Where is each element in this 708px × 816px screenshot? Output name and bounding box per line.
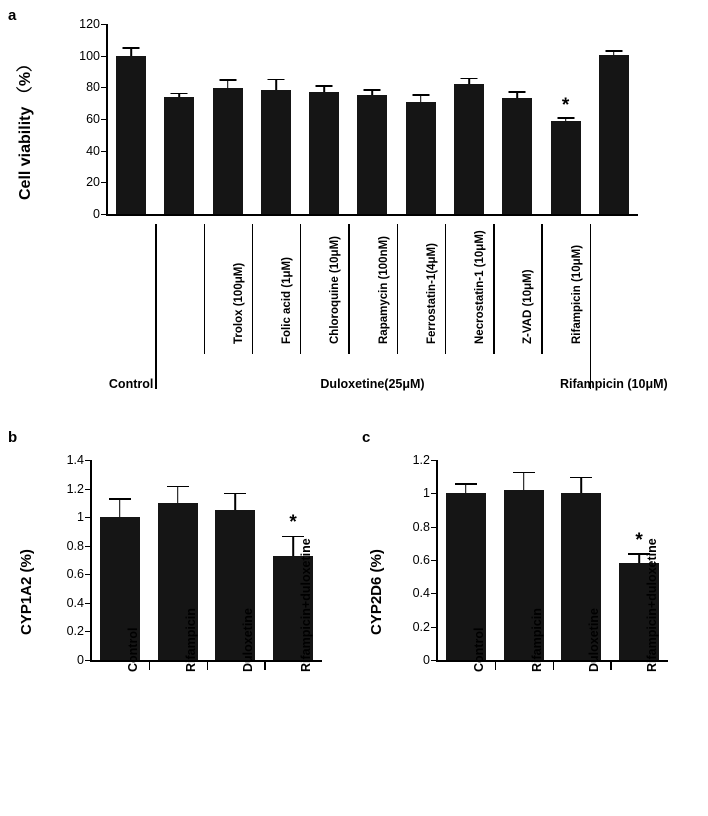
x-tick-separator bbox=[445, 224, 446, 354]
y-tick-label: 120 bbox=[79, 17, 100, 31]
bar bbox=[261, 90, 291, 214]
error-bar-cap bbox=[412, 94, 429, 96]
error-bar bbox=[275, 80, 277, 90]
panel-a-bars bbox=[107, 24, 638, 214]
bar-group bbox=[107, 24, 155, 214]
bar-group bbox=[553, 460, 611, 660]
error-bar bbox=[292, 537, 294, 556]
bar-group bbox=[252, 24, 300, 214]
error-bar-cap bbox=[224, 493, 246, 495]
error-bar-cap bbox=[219, 79, 236, 81]
x-category-label: Folic acid (1μM) bbox=[280, 257, 293, 344]
error-bar-cap bbox=[513, 472, 535, 474]
error-bar bbox=[516, 93, 518, 99]
y-tick-label: 1 bbox=[423, 486, 430, 501]
panel-a-y-axis-title: Cell viability （%） bbox=[17, 55, 34, 200]
error-bar-cap bbox=[509, 91, 526, 93]
error-bar-cap bbox=[109, 498, 131, 500]
x-group-label: Control bbox=[108, 377, 154, 391]
x-category-label: Trolox (100μM) bbox=[232, 262, 245, 344]
error-bar-cap bbox=[605, 50, 622, 52]
x-category-label: Rifampicin bbox=[529, 608, 544, 672]
x-category-label: Z-VAD (10μM) bbox=[522, 269, 535, 344]
bar-group bbox=[348, 24, 396, 214]
error-bar bbox=[613, 52, 615, 55]
panel-a-letter: a bbox=[8, 7, 17, 24]
y-tick-label: 0.6 bbox=[66, 567, 84, 582]
error-bar-cap bbox=[267, 79, 284, 81]
y-tick-label: 40 bbox=[86, 143, 100, 158]
y-tick-label: 60 bbox=[86, 112, 100, 126]
bar-group bbox=[610, 460, 668, 660]
x-tick-separator bbox=[149, 662, 150, 670]
x-category-label: Necrostatin-1 (10μM) bbox=[474, 230, 487, 344]
bar-group bbox=[264, 460, 322, 660]
panel-a-x-axis-line bbox=[106, 214, 638, 216]
bar bbox=[454, 84, 484, 214]
bar-group bbox=[445, 24, 493, 214]
x-category-label: Rifampicin+duloxetine bbox=[299, 538, 314, 672]
panel-b-y-axis-title: CYP1A2 (%) bbox=[18, 549, 35, 635]
y-tick-label: 0.4 bbox=[412, 586, 430, 601]
error-bar bbox=[581, 478, 583, 493]
x-category-label: Rifampicin bbox=[183, 608, 198, 672]
y-tick-label: 1.2 bbox=[412, 453, 430, 467]
x-category-label: Control bbox=[471, 627, 486, 672]
panel-b bbox=[0, 430, 354, 816]
bar-group bbox=[493, 24, 541, 214]
x-tick-separator bbox=[252, 224, 253, 354]
group-separator bbox=[590, 224, 591, 389]
bar-group bbox=[204, 24, 252, 214]
error-bar bbox=[179, 94, 181, 96]
bar-group bbox=[397, 24, 445, 214]
bar bbox=[213, 88, 243, 214]
x-tick-separator bbox=[493, 224, 494, 354]
error-bar-cap bbox=[460, 78, 477, 80]
bar-group bbox=[437, 460, 495, 660]
y-tick-label: 0.4 bbox=[66, 595, 84, 610]
x-category-label: Control bbox=[125, 627, 140, 672]
x-category-label: Rapamycin (100nM) bbox=[377, 235, 390, 344]
x-tick-separator bbox=[300, 224, 301, 354]
error-bar-cap bbox=[171, 93, 188, 95]
bar-group bbox=[207, 460, 265, 660]
x-tick-separator bbox=[397, 224, 398, 354]
y-tick-label: 0 bbox=[77, 653, 84, 667]
bar bbox=[599, 55, 629, 214]
error-bar bbox=[119, 500, 121, 517]
y-tick-label: 80 bbox=[86, 80, 100, 95]
bar bbox=[116, 56, 146, 214]
significance-marker: * bbox=[561, 95, 570, 116]
panel-c-letter: c bbox=[362, 429, 371, 446]
y-tick-label: 0.8 bbox=[66, 538, 84, 553]
error-bar-cap bbox=[570, 477, 592, 479]
x-tick-separator bbox=[541, 224, 542, 354]
error-bar-cap bbox=[455, 483, 477, 485]
panel-b-y-axis-ticks bbox=[56, 453, 90, 667]
y-tick-label: 1.2 bbox=[66, 481, 84, 496]
panel-c bbox=[354, 430, 708, 816]
error-bar bbox=[638, 555, 640, 563]
group-separator bbox=[155, 224, 156, 389]
y-tick-label: 0.2 bbox=[66, 624, 84, 639]
bar-group bbox=[590, 24, 638, 214]
error-bar-cap bbox=[364, 89, 381, 91]
bar-group bbox=[300, 24, 348, 214]
panel-c-y-axis-ticks bbox=[402, 453, 436, 667]
y-tick-label: 0 bbox=[93, 207, 100, 221]
x-category-label: Duloxetine bbox=[241, 608, 256, 672]
error-bar bbox=[235, 494, 237, 510]
bar bbox=[502, 98, 532, 214]
x-group-label: Rifampicin (10μM) bbox=[560, 377, 668, 391]
x-category-label: Duloxetine bbox=[587, 608, 602, 672]
x-tick-separator bbox=[207, 662, 208, 670]
error-bar-cap bbox=[557, 117, 574, 119]
x-category-label: Ferrostatin-1(4μM) bbox=[425, 243, 438, 344]
error-bar-cap bbox=[167, 486, 189, 488]
bar bbox=[551, 121, 581, 214]
panel-a-y-axis-ticks bbox=[58, 17, 106, 221]
bar-group bbox=[155, 24, 203, 214]
y-tick-label: 1.4 bbox=[66, 453, 84, 467]
bar-group bbox=[541, 24, 589, 214]
x-tick-separator bbox=[204, 224, 205, 354]
bar bbox=[406, 102, 436, 214]
error-bar bbox=[372, 91, 374, 96]
bar bbox=[164, 97, 194, 214]
error-bar-cap bbox=[123, 47, 140, 49]
x-category-label: Chloroquine (10μM) bbox=[329, 236, 342, 344]
error-bar bbox=[420, 96, 422, 102]
y-tick-label: 100 bbox=[79, 48, 100, 63]
error-bar-cap bbox=[316, 85, 333, 87]
error-bar bbox=[523, 473, 525, 490]
error-bar bbox=[465, 485, 467, 493]
x-tick-separator bbox=[264, 662, 265, 670]
error-bar bbox=[130, 49, 132, 56]
x-tick-separator bbox=[495, 662, 496, 670]
bar bbox=[357, 95, 387, 214]
error-bar bbox=[227, 81, 229, 88]
y-tick-label: 0.6 bbox=[412, 553, 430, 567]
x-tick-separator bbox=[610, 662, 611, 670]
error-bar bbox=[323, 87, 325, 93]
bar-group bbox=[91, 460, 149, 660]
y-tick-label: 20 bbox=[86, 175, 100, 190]
x-group-label: Duloxetine(25μM) bbox=[320, 377, 425, 391]
x-tick-separator bbox=[553, 662, 554, 670]
panel-b-letter: b bbox=[8, 429, 18, 446]
bar bbox=[309, 92, 339, 214]
error-bar bbox=[468, 79, 470, 84]
x-category-label: Rifampicin+duloxetine bbox=[645, 538, 660, 672]
y-tick-label: 0 bbox=[423, 653, 430, 667]
x-tick-separator bbox=[348, 224, 349, 354]
panel-a-plot-area bbox=[58, 17, 638, 221]
significance-marker: * bbox=[635, 530, 643, 551]
error-bar bbox=[565, 119, 567, 121]
x-category-label: Rifampicin (10μM) bbox=[570, 244, 583, 344]
panel-c-y-axis-title: CYP2D6 (%) bbox=[368, 549, 385, 635]
error-bar bbox=[177, 487, 179, 503]
error-bar-cap bbox=[282, 536, 304, 538]
y-tick-label: 0.2 bbox=[412, 619, 430, 634]
y-tick-label: 1 bbox=[77, 510, 84, 525]
y-tick-label: 0.8 bbox=[412, 519, 430, 534]
significance-marker: * bbox=[289, 512, 297, 534]
